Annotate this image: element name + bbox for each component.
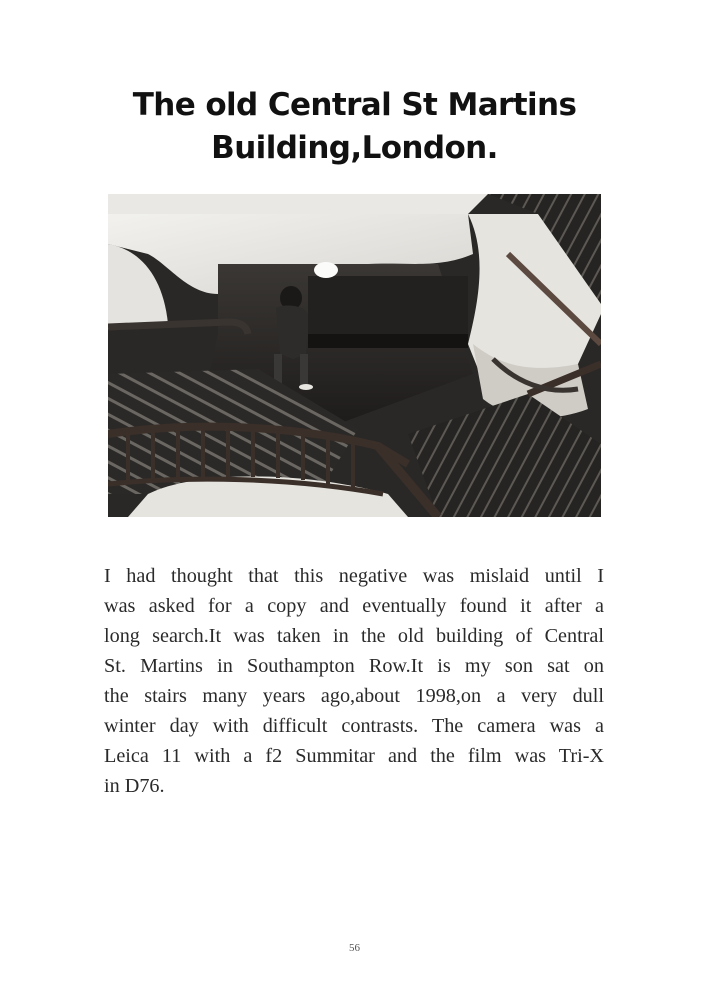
body-line: Leica 11 with a f2 Summitar and the film was Tri-X: [104, 745, 604, 767]
body-line: St. Martins in Southampton Row.It is my son sat on: [104, 655, 604, 677]
photograph-image: [108, 194, 601, 517]
body-line: long search.It was taken in the old building of Central: [104, 625, 604, 647]
body-line: was asked for a copy and eventually found it after a: [104, 595, 604, 617]
body-line: I had thought that this negative was mislaid until I: [104, 565, 604, 587]
title-line-2: Building,London.: [211, 130, 498, 166]
page-title: [60, 84, 649, 170]
body-line: the stairs many years ago,about 1998,on a very dull: [104, 685, 604, 707]
page-number: 56: [349, 942, 360, 954]
body-line: in D76.: [104, 775, 165, 797]
body-line: winter day with difficult contrasts. The camera was a: [104, 715, 604, 737]
body-paragraph: [104, 561, 604, 801]
title-line-1: The old Central St Martins: [132, 87, 577, 123]
staircase-photograph: [108, 194, 601, 517]
